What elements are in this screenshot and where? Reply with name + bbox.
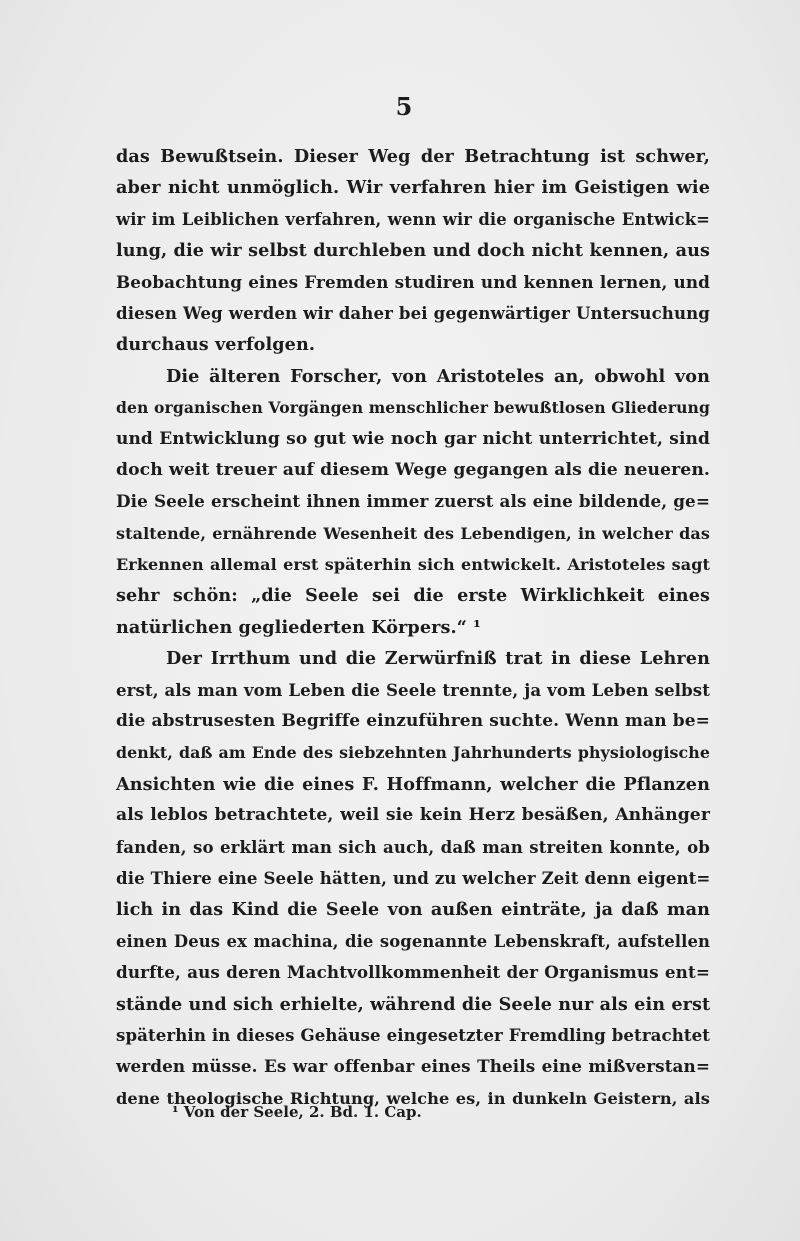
text-line: durfte, aus deren Machtvollkommenheit der Organismus ent= bbox=[116, 962, 710, 983]
text-line: Die Seele erscheint ihnen immer zuerst als eine bildende, ge= bbox=[116, 491, 710, 512]
page-number: 5 bbox=[395, 92, 413, 121]
text-line: fanden, so erklärt man sich auch, daß man streiten konnte, ob bbox=[116, 836, 710, 857]
paragraph bbox=[116, 361, 710, 644]
text-line: den organischen Vorgängen menschlicher bewußtlosen Gliederung bbox=[116, 398, 710, 418]
text-line: doch weit treuer auf diesem Wege gegangen als die neueren. bbox=[116, 459, 711, 480]
text-line: lung, die wir selbst durchleben und doch nicht kennen, aus bbox=[116, 240, 710, 262]
text-line: sehr schön: „die Seele sei die erste Wirklichkeit eines bbox=[116, 585, 710, 607]
text-line: wir im Leiblichen verfahren, wenn wir die organische Entwick= bbox=[116, 209, 710, 229]
text-line: stände und sich erhielte, während die Seele nur als ein erst bbox=[116, 993, 711, 1015]
text-line: werden müsse. Es war offenbar eines Theils eine mißverstan= bbox=[116, 1056, 710, 1077]
text-line: denkt, daß am Ende des siebzehnten Jahrhunderts physiologische bbox=[116, 743, 710, 763]
text-line: Ansichten wie die eines F. Hoffmann, welcher die Pflanzen bbox=[116, 773, 710, 795]
text-line: die Thiere eine Seele hätten, und zu welcher Zeit denn eigent= bbox=[116, 867, 711, 888]
text-line: staltende, ernährende Wesenheit des Lebendigen, in welcher das bbox=[116, 523, 710, 543]
text-line: Der Irrthum und die Zerwürfniß trat in diese Lehren bbox=[166, 648, 710, 670]
text-line: Beobachtung eines Fremden studiren und kennen lernen, und bbox=[116, 271, 710, 292]
paragraph bbox=[116, 643, 710, 1114]
text-line: natürlichen gegliederten Körpers.“ ¹ bbox=[116, 616, 481, 638]
text-line: aber nicht unmöglich. Wir verfahren hier im Geistigen wie bbox=[116, 177, 710, 199]
text-line: das Bewußtsein. Dieser Weg der Betrachtung ist schwer, bbox=[116, 146, 710, 167]
text-line: späterhin in dieses Gehäuse eingesetzter Fremdling betrachtet bbox=[116, 1024, 711, 1045]
paragraph bbox=[116, 141, 710, 361]
text-line: dene theologische Richtung, welche es, in dunkeln Geistern, als bbox=[116, 1088, 710, 1108]
text-line: und Entwicklung so gut wie noch gar nicht unterrichtet, sind bbox=[116, 428, 710, 449]
text-line: diesen Weg werden wir daher bei gegenwärtiger Untersuchung bbox=[116, 302, 710, 323]
body-text bbox=[116, 141, 710, 1114]
text-line: erst, als man vom Leben die Seele trennte, ja vom Leben selbst bbox=[116, 679, 710, 700]
text-line: die abstrusesten Begriffe einzuführen suchte. Wenn man be= bbox=[116, 711, 710, 732]
text-line: als leblos betrachtete, weil sie kein Herz besäßen, Anhänger bbox=[116, 805, 710, 826]
footnote: ¹ Von der Seele, 2. Bd. 1. Cap. bbox=[172, 1103, 422, 1121]
text-line: einen Deus ex machina, die sogenannte Lebenskraft, aufstellen bbox=[116, 931, 710, 951]
text-line: Die älteren Forscher, von Aristoteles an, obwohl von bbox=[166, 365, 710, 387]
text-line: Erkennen allemal erst späterhin sich entwickelt. Aristoteles sagt bbox=[116, 555, 710, 575]
text-line: lich in das Kind die Seele von außen einträte, ja daß man bbox=[116, 899, 710, 921]
text-line: durchaus verfolgen. bbox=[116, 334, 316, 356]
